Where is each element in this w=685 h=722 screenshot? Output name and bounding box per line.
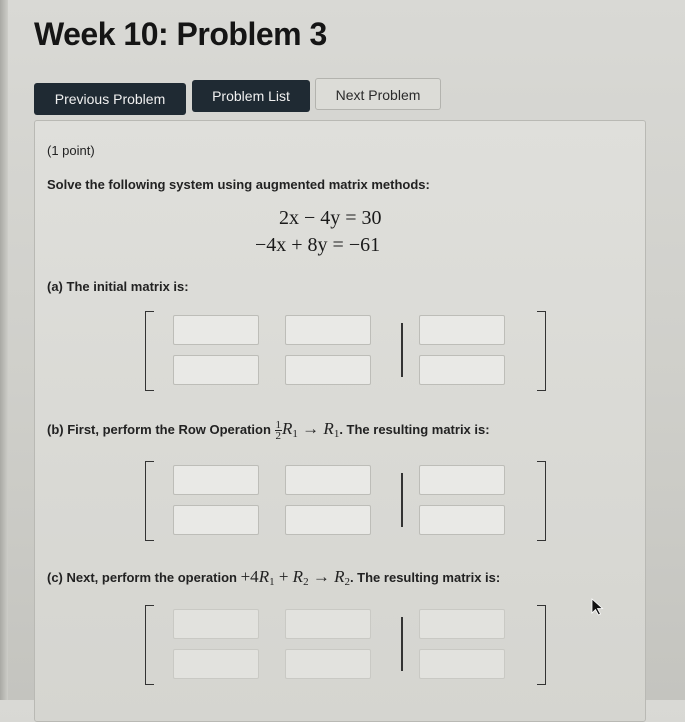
left-bracket	[145, 311, 154, 391]
matrix-a-r1c1-input[interactable]	[173, 315, 259, 345]
part-b-label	[47, 419, 490, 441]
augment-bar	[401, 323, 403, 377]
right-bracket	[537, 461, 546, 541]
part-b-label-post: . The resulting matrix is:	[339, 422, 490, 437]
matrix-b-r1c1-input[interactable]	[173, 465, 259, 495]
matrix-a-r1c2-input[interactable]	[285, 315, 371, 345]
previous-problem-button[interactable]: Previous Problem	[34, 83, 186, 115]
matrix-a-r2c1-input[interactable]	[173, 355, 259, 385]
matrix-a	[145, 311, 545, 391]
part-b-label-pre: (b) First, perform the Row Operation	[47, 422, 271, 437]
row-operation-b: $\frac{1}{2}$ $R_1 \to R_1$	[275, 418, 340, 442]
matrix-b-r1c2-input[interactable]	[285, 465, 371, 495]
window-left-edge	[0, 0, 8, 700]
matrix-c-r2c1-input[interactable]	[173, 649, 259, 679]
problem-prompt: Solve the following system using augmented matrix methods:	[47, 177, 430, 192]
row-operation-c: $+4R_1 + R_2 \to R_2$	[240, 567, 350, 588]
next-problem-button[interactable]: Next Problem	[315, 78, 441, 110]
augment-bar	[401, 617, 403, 671]
matrix-a-r2c2-input[interactable]	[285, 355, 371, 385]
matrix-c-r1c3-input[interactable]	[419, 609, 505, 639]
matrix-a-r2c3-input[interactable]	[419, 355, 505, 385]
mouse-cursor-icon	[591, 598, 605, 616]
left-bracket	[145, 605, 154, 685]
problem-list-button[interactable]: Problem List	[192, 80, 310, 112]
part-a-label: (a) The initial matrix is:	[47, 279, 189, 294]
augment-bar	[401, 473, 403, 527]
problem-panel	[34, 120, 646, 722]
matrix-c-r1c2-input[interactable]	[285, 609, 371, 639]
matrix-b	[145, 461, 545, 541]
matrix-c-r2c2-input[interactable]	[285, 649, 371, 679]
right-bracket	[537, 311, 546, 391]
equation-2: −4x + 8y = −61	[255, 234, 381, 256]
matrix-c-r1c1-input[interactable]	[173, 609, 259, 639]
points-label: (1 point)	[47, 143, 95, 158]
part-c-label-pre: (c) Next, perform the operation	[47, 570, 237, 585]
matrix-c	[145, 605, 545, 685]
part-c-label-post: . The resulting matrix is:	[349, 570, 501, 585]
left-bracket	[145, 461, 154, 541]
part-c-label	[47, 567, 500, 588]
matrix-b-r2c3-input[interactable]	[419, 505, 505, 535]
matrix-b-r2c2-input[interactable]	[285, 505, 371, 535]
page-title: Week 10: Problem 3	[34, 16, 327, 52]
matrix-a-r1c3-input[interactable]	[419, 315, 505, 345]
fraction: $\frac{1}{2}$	[275, 418, 282, 442]
matrix-b-r1c3-input[interactable]	[419, 465, 505, 495]
matrix-c-r2c3-input[interactable]	[419, 649, 505, 679]
right-bracket	[537, 605, 546, 685]
equation-1: 2x − 4y = 30	[279, 207, 382, 229]
matrix-b-r2c1-input[interactable]	[173, 505, 259, 535]
